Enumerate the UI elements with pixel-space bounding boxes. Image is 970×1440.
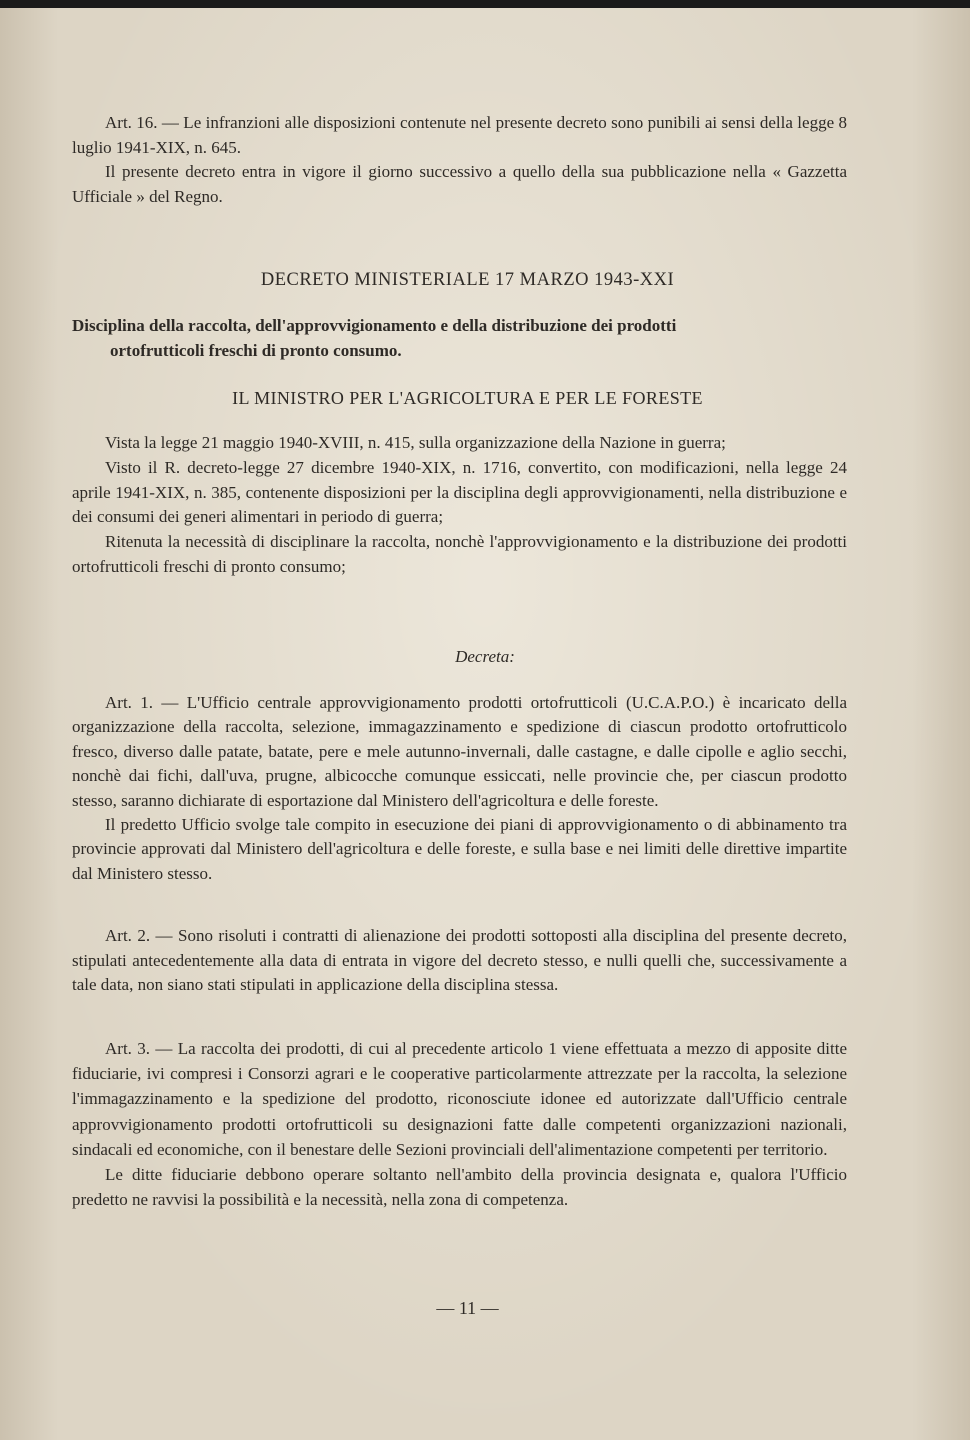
- article-3-paragraph-2: Le ditte fiduciarie debbono operare soltanto nell'ambito della provincia designata e, qualora l'Ufficio predetto ne ravvisi la possibilità e la necessità, nella zona di competenza.: [72, 1165, 847, 1210]
- article-1-paragraph-1: Art. 1. — L'Ufficio centrale approvvigionamento prodotti ortofrutticoli (U.C.A.P.O.) è incaricato della organizzazione della raccolta, selezione, immagazzinamento e spedizione di ciascun prodotto ortofrutticolo fresco, diverso dalle patate, batate, pere e mele autunno-invernali, dalle castagne, e dalle cipolle e aglio secchi, nonchè dai fichi, dall'uva, prugne, albicocche comunque essiccati, nelle provincie che, per ciascun prodotto stesso, saranno dichiarate di esportazione dal Ministero dell'agricoltura e delle foreste.: [72, 693, 847, 810]
- article-1: [72, 691, 847, 886]
- minister-heading: IL MINISTRO PER L'AGRICOLTURA E PER LE FORESTE: [232, 388, 703, 408]
- article-16: Art. 16. — Le infranzioni alle disposizioni contenute nel presente decreto sono punibili ai sensi della legge 8 luglio 1941-XIX, n. 645.: [72, 113, 847, 157]
- article-1-paragraph-2: Il predetto Ufficio svolge tale compito in esecuzione dei piani di approvvigionamento o di abbinamento tra provincie approvati dal Ministero dell'agricoltura e delle foreste, e sulla base e nei limiti delle direttive impartite dal Ministero stesso.: [72, 815, 847, 883]
- article-3: [72, 1036, 847, 1212]
- preamble-paragraph: Vista la legge 21 maggio 1940-XVIII, n. 415, sulla organizzazione della Nazione in guerra;: [105, 433, 726, 452]
- decree-subject-line-2: ortofrutticoli freschi di pronto consumo.: [110, 341, 402, 360]
- decree-heading: DECRETO MINISTERIALE 17 MARZO 1943-XXI: [260, 270, 675, 290]
- preamble: [72, 431, 847, 580]
- article-2: [72, 924, 847, 998]
- document-page: [0, 8, 970, 1440]
- decreta-heading: Decreta:: [455, 647, 515, 666]
- top-section: [72, 111, 847, 209]
- preamble-paragraph: Visto il R. decreto-legge 27 dicembre 1940-XIX, n. 1716, convertito, con modificazioni, nella legge 24 aprile 1941-XIX, n. 385, contenente disposizioni per la disciplina degli approvvigionamenti, nella distribuzione e dei consumi dei generi alimentari in periodo di guerra;: [72, 457, 847, 527]
- decree-subject: [72, 313, 847, 363]
- entry-into-force-paragraph: Il presente decreto entra in vigore il giorno successivo a quello della sua pubblicazione nella « Gazzetta Ufficiale » del Regno.: [72, 162, 847, 206]
- article-3-paragraph-1: Art. 3. — La raccolta dei prodotti, di cui al precedente articolo 1 viene effettuata a mezzo di apposite ditte fiduciarie, ivi compresi i Consorzi agrari e le cooperative particolarmente attrezzate per la raccolta, la selezione l'immagazzinamento e la spedizione del prodotto, riconosciute idonee ed autorizzate dall'Ufficio centrale approvvigionamento prodotti ortofrutticoli su designazioni fatte dalle competenti organizzazioni nazionali, sindacali ed economiche, con il benestare delle Sezioni provinciali dell'alimentazione competenti per territorio.: [72, 1039, 847, 1159]
- page-number: — 11 —: [436, 1298, 499, 1318]
- decree-subject-line-1: Disciplina della raccolta, dell'approvvigionamento e della distribuzione dei prodotti: [72, 316, 677, 335]
- preamble-paragraph: Ritenuta la necessità di disciplinare la raccolta, nonchè l'approvvigionamento e la distribuzione dei prodotti ortofrutticoli freschi di pronto consumo;: [72, 532, 847, 576]
- article-2-paragraph: Art. 2. — Sono risoluti i contratti di alienazione dei prodotti sottoposti alla disciplina del presente decreto, stipulati antecedentemente alla data di entrata in vigore del decreto stesso, e nulli quelli che, successivamente a tale data, non siano stati stipulati in applicazione della disciplina stessa.: [72, 926, 847, 994]
